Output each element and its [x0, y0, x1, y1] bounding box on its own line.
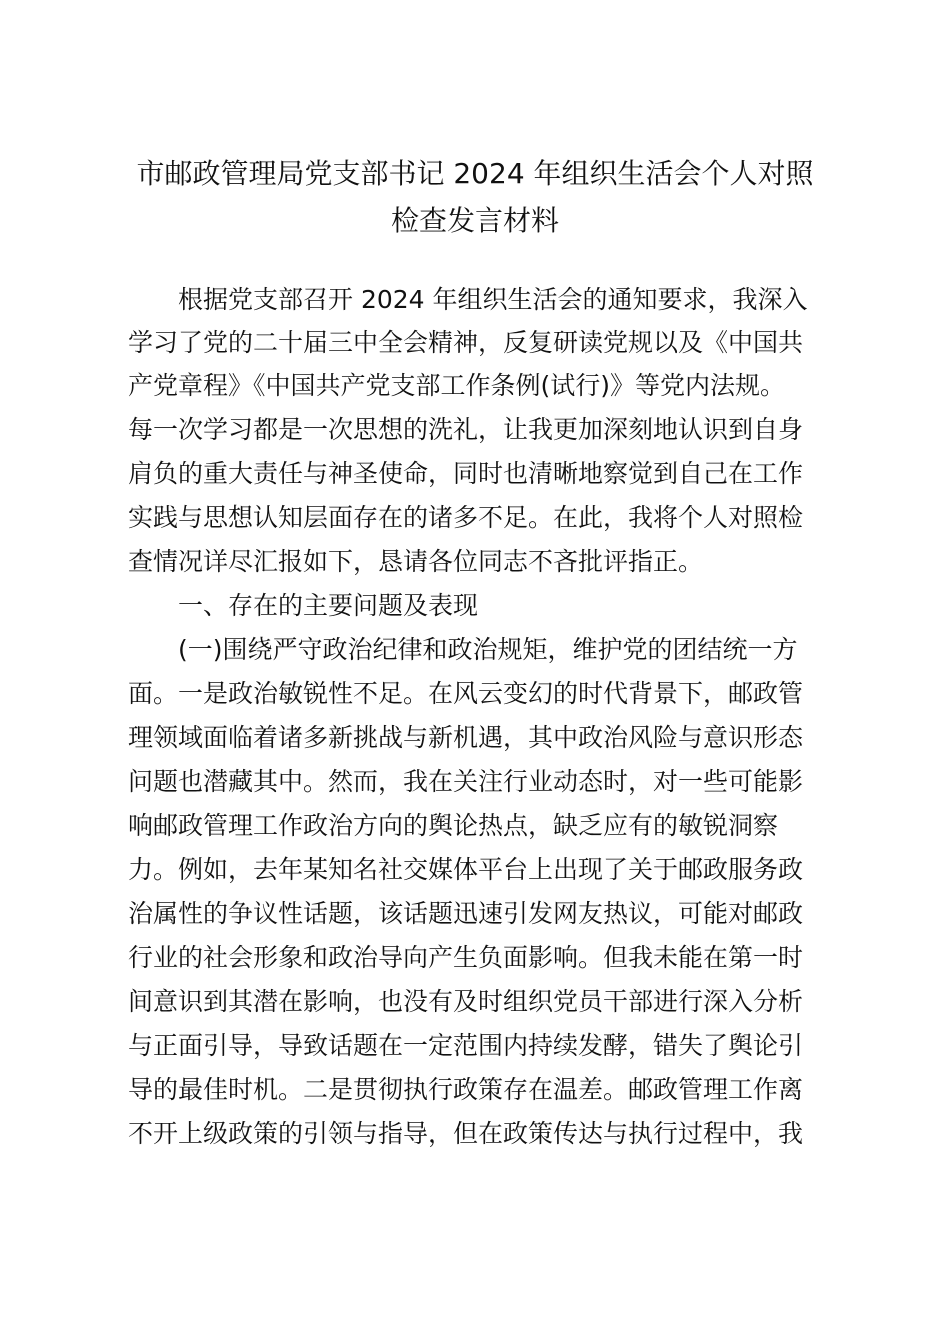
subsection-line: (一)围绕严守政治纪律和政治规矩，维护党的团结统一方	[178, 635, 798, 664]
body-line: 行业的社会形象和政治导向产生负面影响。但我未能在第一时	[128, 943, 804, 972]
body-line: 力。例如，去年某知名社交媒体平台上出现了关于邮政服务政	[128, 855, 804, 884]
body-line: 治属性的争议性话题，该话题迅速引发网友热议，可能对邮政	[128, 899, 804, 928]
body-line: 与正面引导，导致话题在一定范围内持续发酵，错失了舆论引	[128, 1031, 804, 1060]
document-title-line-2: 检查发言材料	[390, 204, 559, 237]
body-line: 查情况详尽汇报如下，恳请各位同志不吝批评指正。	[128, 547, 704, 576]
body-line: 每一次学习都是一次思想的洗礼，让我更加深刻地认识到自身	[128, 415, 804, 444]
body-line: 导的最佳时机。二是贯彻执行政策存在温差。邮政管理工作离	[128, 1075, 804, 1104]
body-line: 理领域面临着诸多新挑战与新机遇，其中政治风险与意识形态	[128, 723, 804, 752]
body-line: 实践与思想认知层面存在的诸多不足。在此，我将个人对照检	[128, 503, 804, 532]
body-line: 不开上级政策的引领与指导，但在政策传达与执行过程中，我	[128, 1119, 804, 1148]
section-heading: 一、存在的主要问题及表现	[178, 591, 479, 620]
body-line: 响邮政管理工作政治方向的舆论热点，缺乏应有的敏锐洞察	[128, 811, 779, 840]
body-line: 间意识到其潜在影响，也没有及时组织党员干部进行深入分析	[128, 987, 804, 1016]
body-line: 面。一是政治敏锐性不足。在风云变幻的时代背景下，邮政管	[128, 679, 804, 708]
body-line: 学习了党的二十届三中全会精神，反复研读党规以及《中国共	[128, 328, 804, 357]
body-line: 根据党支部召开 2024 年组织生活会的通知要求，我深入	[178, 285, 808, 314]
body-line: 肩负的重大责任与神圣使命，同时也清晰地察觉到自己在工作	[128, 459, 804, 488]
body-line: 问题也潜藏其中。然而，我在关注行业动态时，对一些可能影	[128, 767, 804, 796]
body-line: 产党章程》《中国共产党支部工作条例(试行)》等党内法规。	[128, 371, 786, 400]
document-title-line-1: 市邮政管理局党支部书记 2024 年组织生活会个人对照	[136, 157, 814, 190]
